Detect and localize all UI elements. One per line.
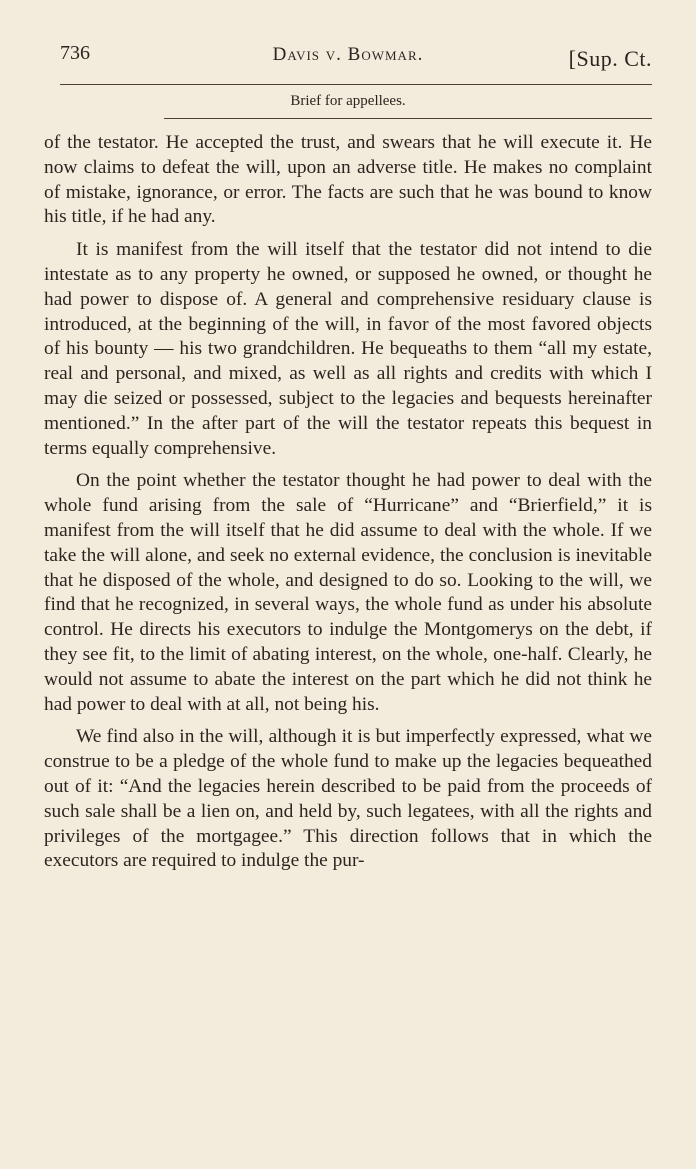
section-subheading: Brief for appellees. [290, 93, 406, 109]
paragraph-1: of the testator. He accepted the trust, and swears that he will execute it. He now claims to defeat the will, upon an adverse title. He makes no complaint of mistake, ignorance, or error. The facts are such that he was bound to know his title, if he had any. [44, 132, 652, 228]
body-text [44, 131, 652, 874]
paragraph-2: It is manifest from the will itself that the testator did not intend to die intestate as to any property he owned, or supposed he owned, or thought he had power to dispose of. A general and comprehensive residuary clause is introduced, at the beginning of the will, in favor of the most favored objects of his bounty — his two grandchildren. He bequeaths to them “all my estate, real and personal, and mixed, as well as all rights and credits with which I may die seized or possessed, subject to the legacies and bequests hereinafter mentioned.” In the after part of the will the testator repeats this bequest in terms equally comprehensive. [44, 239, 652, 459]
page-header [44, 40, 652, 80]
paragraph-3: On the point whether the testator thought he had power to deal with the whole fund arising from the sale of “Hurricane” and “Brierfield,” it is manifest from the will itself that he did assume to deal with the whole. If we take the will alone, and seek no external evidence, the conclusion is inevitable that he disposed of the whole, and designed to do so. Looking to the will, we find that he recognized, in several ways, the whole fund as under his absolute control. He directs his executors to indulge the Montgomerys on the debt, if they see fit, to the limit of abating interest, on the whole, one-half. Clearly, he would not assume to abate the interest on the part which he did not think he had power to deal with at all, not being his. [44, 470, 652, 715]
page-number: 736 [60, 42, 90, 64]
subheading-rule [164, 118, 652, 119]
running-title: Davis v. Bowmar. [272, 44, 424, 65]
court-label: [Sup. Ct. [568, 46, 652, 71]
paragraph-4: We find also in the will, although it is but imperfectly expressed, what we construe to be a pledge of the whole fund to make up the legacies bequeathed out of it: “And the legacies herein described to be paid from the proceeds of such sale shall be a lien on, and held by, such legatees, with all the rights and privileges of the mortgagee.” This direction follows that in which the executors are required to indulge the pur- [44, 726, 652, 872]
